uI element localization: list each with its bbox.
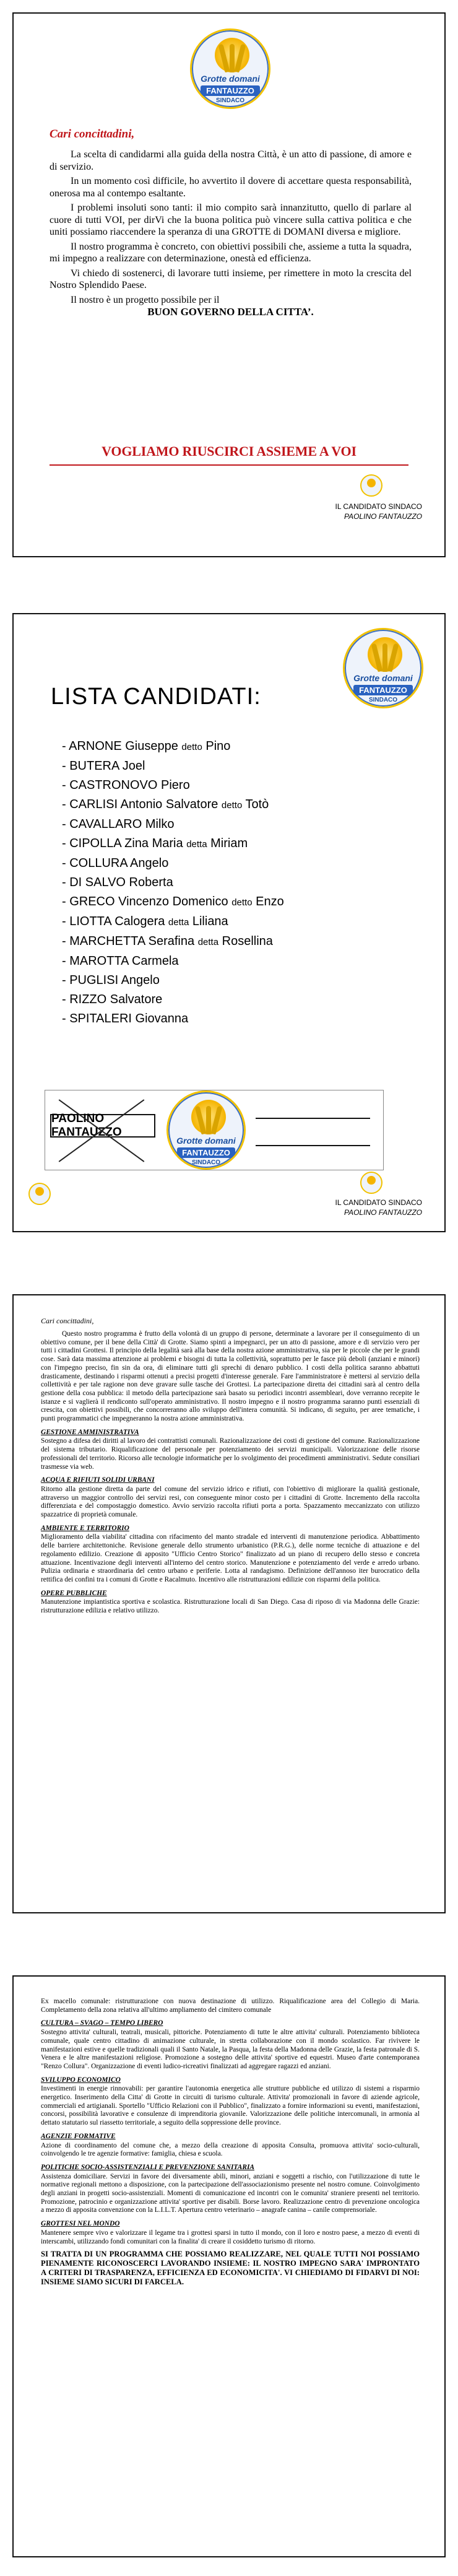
signature-name: PAOLINO FANTAUZZO — [344, 1208, 422, 1217]
candidate-name: - GRECO Vincenzo Domenico — [62, 895, 228, 908]
preference-line — [256, 1118, 370, 1119]
program-salute: Cari concittadini, — [41, 1316, 94, 1325]
logo-name-line3: SINDACO — [215, 97, 245, 104]
candidate-name: - CIPOLLA Zina Maria — [62, 837, 183, 850]
candidate-item — [62, 912, 408, 932]
mini-logo-icon — [360, 1172, 382, 1194]
list-title: LISTA CANDIDATI: — [51, 684, 261, 710]
logo-name-line2: FANTAUZZO — [177, 1147, 235, 1158]
section-heading: GROTTESI NEL MONDO — [41, 2220, 120, 2228]
letter-body — [50, 149, 412, 318]
ballot-party-logo — [166, 1090, 246, 1170]
candidate-nickname: Rosellina — [222, 934, 273, 948]
section-text: Sostegno attivita' culturali, teatrali, musicali, pittoriche. Potenziamento di tutte le altre attivita' culturali. Potenziamento biblioteca comunale, quale centro cittadino di animazione culturale, in stretta collaborazione con il mondo scolastico. Far rivivere le manifestazioni estive e quelle tradizionali quali il Santo Natale, la Pasqua, la festa della Madonna delle Grazie, la festa patronale di S. Venera e le altre manifestazioni religiose. Promozione a sostegno delle attivita' sportive ed equestri. Museo d'arte contemporanea "Renzo Collura". Organizzazione di eventi ludico-ricreativi finalizzati ad aggregare ragazzi ed anziani. — [41, 2029, 420, 2070]
letter-slogan: VOGLIAMO RIUSCIRCI ASSIEME A VOI — [102, 443, 356, 459]
candidate-name: - CARLISI Antonio Salvatore — [62, 798, 218, 811]
candidate-name: - ARNONE Giuseppe — [62, 739, 178, 753]
candidate-name: - DI SALVO Roberta — [62, 876, 173, 889]
section-heading: OPERE PUBBLICHE — [41, 1589, 107, 1597]
program-final-statement: SI TRATTA DI UN PROGRAMMA CHE POSSIAMO REALIZZARE, NEL QUALE TUTTI NOI POSSIAMO PIENAMENTE RICONOSCERCI LAVORANDO INSIEME: IL NOSTRO IMPEGNO SARA' IMPRONTATO A CRITERI DI TRASPARENZA, EFFICIENZA ED ECONOMICITA'. VI CHIEDIAMO DI FIDARVI DI NOI: INSIEME SIAMO SICURI DI FARCELA. — [41, 2250, 420, 2287]
candidate-item — [62, 834, 408, 854]
logo-name-line1: Grotte domani — [201, 74, 260, 84]
letter-paragraph: La scelta di candidarmi alla guida della nostra Città, è un atto di passione, di amore e di servizio. — [50, 149, 412, 172]
section-heading: SVILUPPO ECONOMICO — [41, 2076, 121, 2084]
program-page-2 — [12, 1975, 446, 2557]
candidate-nickname: Miriam — [210, 837, 248, 850]
candidate-item — [62, 776, 408, 795]
candidate-name: - LIOTTA Calogera — [62, 915, 165, 928]
mini-logo-icon — [360, 474, 382, 497]
candidate-item — [62, 757, 408, 776]
candidate-item — [62, 1009, 408, 1029]
candidate-name: - SPITALERI Giovanna — [62, 1012, 189, 1025]
logo-name-line3: SINDACO — [191, 1159, 221, 1166]
logo-name-line2: FANTAUZZO — [353, 685, 413, 695]
signature-role: IL CANDIDATO SINDACO — [335, 1198, 422, 1207]
section-text: Ritorno alla gestione diretta da parte del comune del servizio idrico e rifiuti, con l'obiettivo di migliorare la qualità gestionale, attraverso un maggior controllo dei servizi resi, con conseguente minor costo per i cittadini di Grotte. Incremento della raccolta differenziata e del compostaggio domestico. Avvio servizio raccolta rifiuti porta a porta. Spazzamento meccanizzato con utilizzo spazzatrice di proprietà comunale. — [41, 1485, 420, 1519]
section-text: Assistenza domiciliare. Servizi in favore dei diversamente abili, minori, anziani e soggetti a rischio, con l'utilizzazione di tutte le normative regionali mettono a disposizione, con la partecipazione dell'associazionismo presente nel nostro comune. Coinvolgimento degli anziani in progetti socio-assistenziali. Momenti di comunicazione ed incontri con le comunita' straniere presenti nel territorio. Promozione, patrocinio e organizzazione attivita' sportive per disabili. Borse lavoro. Realizzazione centro di prevenzione oncologica a mezzo di apposita convenzione con la L.I.L.T. Apertura centro veterinario – anagrafe canina – canile comprensoriale. — [41, 2172, 420, 2214]
candidate-item — [62, 892, 408, 912]
candidate-item — [62, 854, 408, 873]
candidate-name: - BUTERA Joel — [62, 759, 145, 773]
logo-name-line2: FANTAUZZO — [201, 85, 260, 96]
section-text: Investimenti in energie rinnovabili: per garantire l'autonomia energetica alle strutture pubbliche ed utilizzo di sistemi a risparmio energetico. Inserimento della Citta' di Grotte in circuiti di turismo culturale. Attivita' promozionali in favore di aziende agricole, commerciali ed artigianali. Sportello "Ufficio Relazioni con il Pubblico", finalizzato a fornire informazioni su eventi, manifestazioni, concorsi, possibilità lavorative e consulenze di imprenditoria giovanile. Valorizzazione delle politiche intercomunali, in armonia al dettato statutario sul riassetto territoriale, a seguito della soppressione delle province. — [41, 2085, 420, 2127]
candidate-nickname: Pino — [205, 739, 231, 753]
candidate-item — [62, 971, 408, 990]
section-heading: POLITICHE SOCIO-ASSISTENZIALI E PREVENZIONE SANITARIA — [41, 2163, 254, 2171]
preference-line — [256, 1145, 370, 1146]
program-continuation: Ex macello comunale: ristrutturazione con nuova destinazione di utilizzo. Riqualificazione area del Collegio di Maria. Completamento della zona relativa all'ultimo ampliamento del cimitero comunale — [41, 1998, 420, 2014]
candidate-name: - RIZZO Salvatore — [62, 993, 163, 1006]
section-text: Azione di coordinamento del comune che, a mezzo della creazione di apposita Consulta, promuova attivita' socio-culturali, coinvolgendo le tre agenzie formative: famiglia, chiesa e scuola. — [41, 2141, 420, 2158]
candidate-item — [62, 873, 408, 892]
program-text-continued — [41, 1998, 420, 2290]
candidate-item — [62, 795, 408, 815]
candidate-nickname: Totò — [245, 798, 269, 811]
program-intro: Questo nostro programma è frutto della volontà di un gruppo di persone, determinate a lavorare per il conseguimento di un obiettivo comune, per il bene della Città' di Grotte. Siamo spinti a impegnarci, per un atto di passione, amore e di servizio vero per tutti i cittadini Grottesi. Il principio della legalità sarà alla base della nostra azione amministrativa, sia per le piccole che per le grandi cose. Sarà data massima attenzione ai problemi e bisogni di tutta la collettività, soprattutto per le fasce più deboli (anziani e minori) con l'impegno preciso, fin sin da ora, di eliminare tutti gli sprechi di denaro pubblico. I costi della politica saranno abbattuti drasticamente, destinando i risparmi ottenuti a precisi progetti d'interesse generale. Fare l'amministratore è mettersi al servizio della collettività e per tale ragione non deve gravare sulle tasche dei Grottesi. La partecipazione diretta dei cittadini sarà al centro della gestione della cosa pubblica: il metodo della partecipazione sarà basato su periodici incontri assembleari, dove verranno recepite le istanze e si vaglierà il rendiconto sull'operato amministrativo. Il nostro impegno e il nostro programma saranno punti essenziali di crescita, con obiettivi possibili, che concorreranno allo sviluppo dell'intera comunità. Si indicano, di seguito, per aree tematiche, i punti programmatici che impegneranno la nostra azione amministrativa. — [41, 1330, 420, 1423]
candidate-name: - MARCHETTA Serafina — [62, 934, 195, 948]
program-sections — [41, 1429, 420, 1616]
letter-paragraph: I problemi insoluti sono tanti: il mio compito sarà innanzitutto, quello di parlare al cuore di tutti VOI, per dirVi che la buona politica può vincere sulla cattiva politica e che uniti possiamo riaccendere la speranza di una GROTTE di DOMANI diversa e migliore. — [50, 202, 412, 237]
letter-greeting: Cari concittadini, — [50, 128, 135, 141]
party-logo — [343, 628, 423, 708]
candidate-detto: detto — [221, 800, 243, 811]
candidate-list — [62, 737, 408, 1029]
section-heading: AMBIENTE E TERRITORIO — [41, 1524, 129, 1532]
candidate-item — [62, 737, 408, 757]
candidate-nickname: Liliana — [192, 915, 228, 928]
candidate-name: - MAROTTA Carmela — [62, 954, 179, 968]
section-heading: AGENZIE FORMATIVE — [41, 2132, 116, 2140]
ballot-specimen — [45, 1090, 384, 1170]
letter-page — [12, 12, 446, 557]
mini-logo-icon — [28, 1183, 51, 1205]
signature-name: PAOLINO FANTAUZZO — [344, 512, 422, 521]
wheat-icon — [206, 1106, 211, 1134]
candidate-nickname: Enzo — [256, 895, 284, 908]
section-heading: GESTIONE AMMINISTRATIVA — [41, 1428, 139, 1436]
candidate-detto: detto — [181, 742, 202, 752]
candidate-item — [62, 815, 408, 834]
section-text: Mantenere sempre vivo e valorizzare il legame tra i grottesi sparsi in tutto il mondo, con il loro e nostro paese, a mezzo di eventi di interscambi, utilizzando fondi comunitari con la finalita' di creare il cosiddetto turismo di ritorno. — [41, 2229, 420, 2245]
section-text: Miglioramento della viabilita' cittadina con rifacimento del manto stradale ed interventi di manutenzione periodica. Abbattimento delle barriere architettoniche. Revisione generale dello strumento urbanistico (P.R.G.), delle norme tecniche di attuazione e del regolamento edilizio. Creazione di apposito "Ufficio Centro Storico" finalizzato ad un piano di recupero dello stesso e concreta attuazione. Incentivazione degli interventi all'interno del centro storico. Manutenzione e potenziamento del verde e arredo urbano. Pulizia ordinaria e straordinaria del centro urbano e periferie. Lotta al randagismo. Definizione dell'annoso iter burocratico della rettifica dei confini tra i comuni di Grotte e Racalmuto. Incentivo alle ristrutturazioni edilizie con risparmi della politica. — [41, 1533, 420, 1583]
wheat-icon — [230, 44, 235, 72]
logo-name-line1: Grotte domani — [353, 673, 413, 683]
logo-name-line1: Grotte domani — [176, 1136, 236, 1146]
letter-closing-strong: BUON GOVERNO DELLA CITTA’. — [147, 306, 314, 318]
program-page-1 — [12, 1294, 446, 1913]
program-text — [41, 1330, 420, 1619]
candidate-name: - CAVALLARO Milko — [62, 817, 175, 831]
letter-paragraph: In un momento così difficile, ho avvertito il dovere di accettare questa responsabilità, onerosa ma al contempo esaltante. — [50, 176, 412, 199]
section-heading: ACQUA E RIFIUTI SOLIDI URBANI — [41, 1476, 155, 1484]
letter-paragraph: Il nostro programma è concreto, con obiettivi possibili che, assieme a tutta la squadra, mi impegno a realizzare con determinazione, onestà ed efficienza. — [50, 241, 412, 264]
list-signature — [335, 1198, 422, 1217]
letter-signature — [335, 502, 422, 521]
section-text: Manutenzione impiantistica sportiva e scolastica. Ristrutturazione locali di San Diego. Casa di riposo di via Madonna delle Grazie: ristrutturazione edilizia e relativo utilizzo. — [41, 1598, 420, 1615]
candidate-detto: detta — [186, 839, 207, 850]
signature-role: IL CANDIDATO SINDACO — [335, 502, 422, 511]
candidate-detto: detto — [231, 897, 253, 908]
letter-closing: Il nostro è un progetto possibile per il — [71, 294, 220, 305]
section-text: Sostegno a difesa dei diritti al lavoro dei contrattisti comunali. Razionalizzazione dei costi di gestione del comune. Razionalizzazione del sistema tributario. Riqualificazione del personale per potenziamento dei servizi municipali. Valorizzazione delle risorse professionali del territorio. Ricorso alle tecnologie informatiche per lo svolgimento dei procedimenti amministrativi. Sedute consiliari trasmesse via web. — [41, 1437, 420, 1471]
ballot-candidate-box: PAOLINO FANTAUZZO — [50, 1114, 155, 1138]
section-heading: CULTURA – SVAGO – TEMPO LIBERO — [41, 2019, 163, 2027]
candidate-item — [62, 952, 408, 971]
candidate-item — [62, 932, 408, 952]
program-sections — [41, 2019, 420, 2246]
wheat-icon — [382, 643, 387, 672]
candidate-detto: detta — [168, 917, 189, 928]
candidate-item — [62, 990, 408, 1009]
letter-paragraph: Vi chiedo di sostenerci, di lavorare tutti insieme, per rimettere in moto la crescita del Nostro Splendido Paese. — [50, 268, 412, 290]
candidate-detto: detta — [197, 937, 219, 947]
candidate-name: - CASTRONOVO Piero — [62, 778, 190, 792]
candidate-name: - COLLURA Angelo — [62, 856, 169, 870]
logo-name-line3: SINDACO — [368, 697, 398, 703]
candidates-page — [12, 613, 446, 1232]
candidate-name: - PUGLISI Angelo — [62, 973, 160, 987]
party-logo — [190, 28, 270, 109]
slogan-underline — [50, 464, 408, 466]
